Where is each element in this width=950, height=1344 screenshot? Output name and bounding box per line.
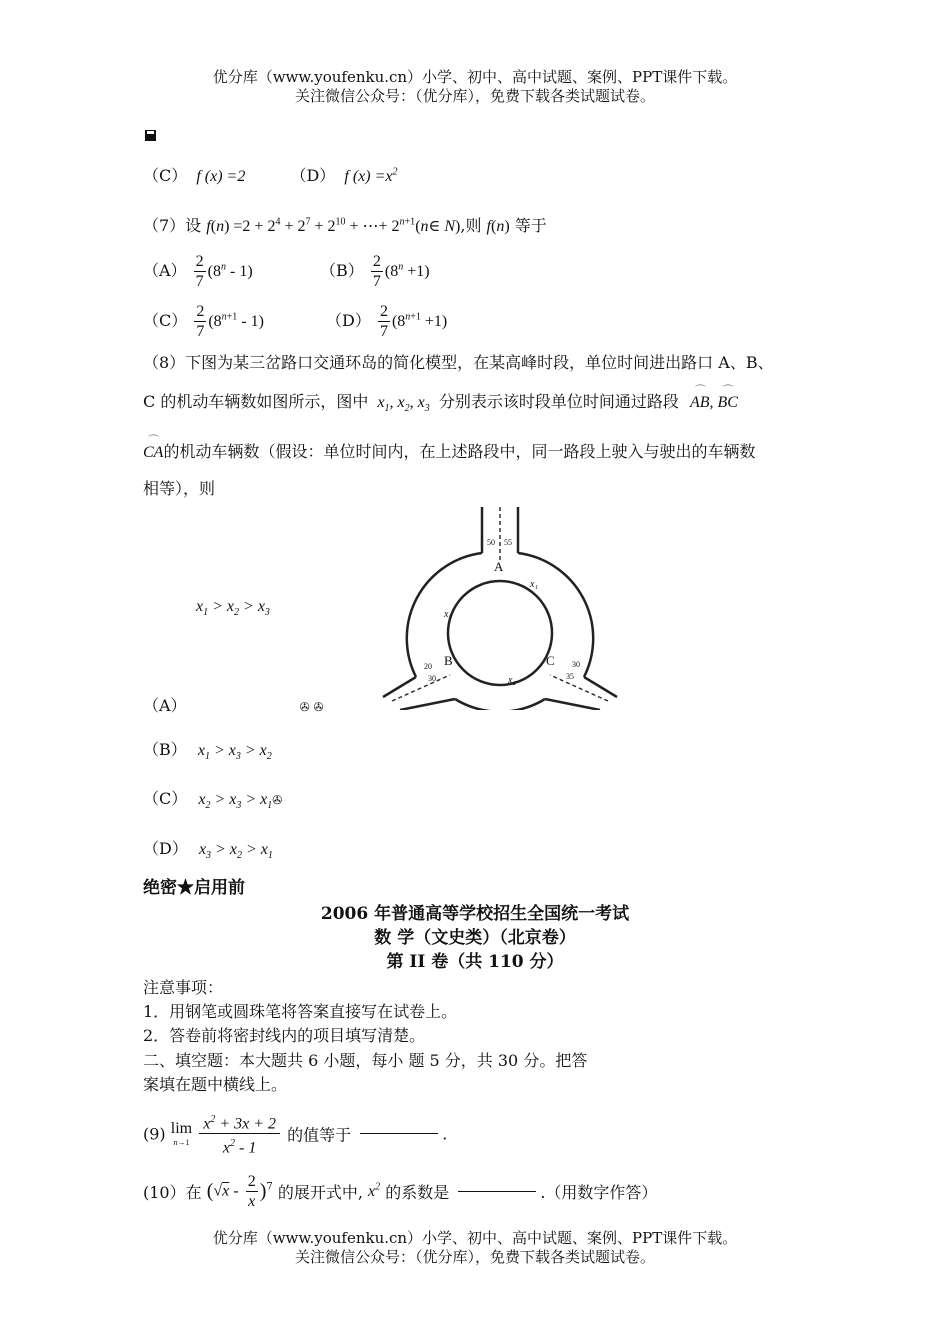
exam-subject: 数 学（文史类）（北京卷） <box>374 928 576 948</box>
note-3: 二、填空题：本大题共 6 小题，每小 题 5 分，共 30 分。把答 <box>143 1051 588 1070</box>
q8-option-a: （A） ✇ ✇ <box>143 696 324 715</box>
q6-opt-d-expr: f $(x) =x^2$ <box>344 166 398 185</box>
footer-line-1: 优分库（www.youfenku.cn）小学、初中、高中试题、案例、PPT课件下载。 <box>212 1229 738 1247</box>
svg-text:30: 30 <box>572 660 580 669</box>
outer-ring-right <box>518 553 593 677</box>
q8-line-4: 相等），则 <box>143 479 216 498</box>
q9: (9) lim n→1 $\frac{x^2 + 3x + 2}{x^2 - 1}$ 的值等于 . <box>143 1110 447 1158</box>
exam-title: 2006 年普通高等学校招生全国统一考试 <box>320 904 630 924</box>
label-x1: x₁ <box>530 579 538 590</box>
q10: (10）在 (√x - $\frac{2}{x}$ )$^7$ 的展开式中, $x^2$ 的系数是 .（用数字作答） <box>143 1173 658 1210</box>
q7-suffix: 等于 <box>514 216 547 235</box>
note-4: 案填在题中横线上。 <box>143 1075 288 1094</box>
q6-opt-c-expr: f (x) =2 <box>196 168 246 185</box>
q7-option-d: （D） $\frac{2}{7}$ $(8^{n+1} +1)$ <box>326 303 448 340</box>
q7-option-b: （B） $\frac{2}{7}$ $(8^n +1)$ <box>320 253 430 290</box>
label-c: C <box>546 653 555 668</box>
label-a: A <box>494 559 504 574</box>
header-line-1: 优分库（www.youfenku.cn）小学、初中、高中试题、案例、PPT课件下载。 <box>212 68 738 86</box>
placeholder-glyph-icon: ✇ <box>272 793 283 807</box>
outer-ring-bottom <box>455 699 545 710</box>
q8-line-3: ⌒ CA的机动车辆数（假设：单位时间内，在上述路段中，同一路段上驶入与驶出的车辆数 <box>143 439 755 462</box>
q7-prefix: （7）设 <box>143 216 202 235</box>
svg-text:20: 20 <box>424 662 432 671</box>
save-icon <box>145 130 156 141</box>
label-x2: x₂ <box>508 675 516 686</box>
q7-option-c: （C） $\frac{2}{7}$ $(8^{n+1} - 1)$ <box>143 303 264 340</box>
q8-line-1: （8）下图为某三岔路口交通环岛的简化模型，在某高峰时段，单位时间进出路口 A、B、 <box>143 353 774 372</box>
q8-option-c: （C） $x_2 > x_3$ > $x_1✇$ <box>143 789 283 812</box>
roundabout-diagram <box>380 505 620 710</box>
q7-stem: （7）设 $f(n) =2 + 2^4 + 2^7 + 2^{10}$ + ⋯+ $2^{n+1}(n\in$ N),则 f(n) 等于 <box>143 216 547 235</box>
exam-part: 第 II 卷（共 110 分） <box>386 952 564 972</box>
secret-label: 绝密★启用前 <box>143 878 245 898</box>
q6-options <box>143 163 397 186</box>
label-b: B <box>444 653 453 668</box>
q8-option-d: （D） $x_3 > x_2 > x_1$ <box>143 839 273 862</box>
q6-opt-d-label: （D） <box>290 166 336 185</box>
q7-mid: ,则 <box>460 216 482 235</box>
note-1: 1．用钢笔或圆珠笔将答案直接写在试卷上。 <box>143 1002 458 1021</box>
header-line-2: 关注微信公众号：（优分库），免费下载各类试题试卷。 <box>294 87 655 105</box>
placeholder-glyph-icon: ✇ ✇ <box>299 700 324 714</box>
svg-text:35: 35 <box>566 672 574 681</box>
note-2: 2．答卷前将密封线内的项目填写清楚。 <box>143 1026 426 1045</box>
notes-heading: 注意事项： <box>143 978 224 997</box>
q7-option-a: （A） $\frac{2}{7}$ (8$^n$ - 1) <box>143 253 253 290</box>
q8-option-b: （B） $x_1 > x_3 > x_2$ <box>143 740 272 763</box>
svg-text:30: 30 <box>428 674 436 683</box>
inner-island <box>448 581 552 685</box>
svg-text:55: 55 <box>504 538 512 547</box>
q6-opt-c-label: （C） <box>143 166 188 185</box>
footer-line-2: 关注微信公众号：（优分库），免费下载各类试题试卷。 <box>294 1248 655 1266</box>
svg-text:50: 50 <box>487 538 495 547</box>
q8-option-a-expr: $x_1 > x_2 > x_3$ <box>196 598 270 619</box>
label-x3: x₃ <box>444 609 452 620</box>
q8-line-2: C 的机动车辆数如图所示，图中 $x_1$, $x_2$, $x_3$ 分别表示该时段单位时间通过路段 ⌒ AB, ⌒ BC <box>143 389 738 414</box>
